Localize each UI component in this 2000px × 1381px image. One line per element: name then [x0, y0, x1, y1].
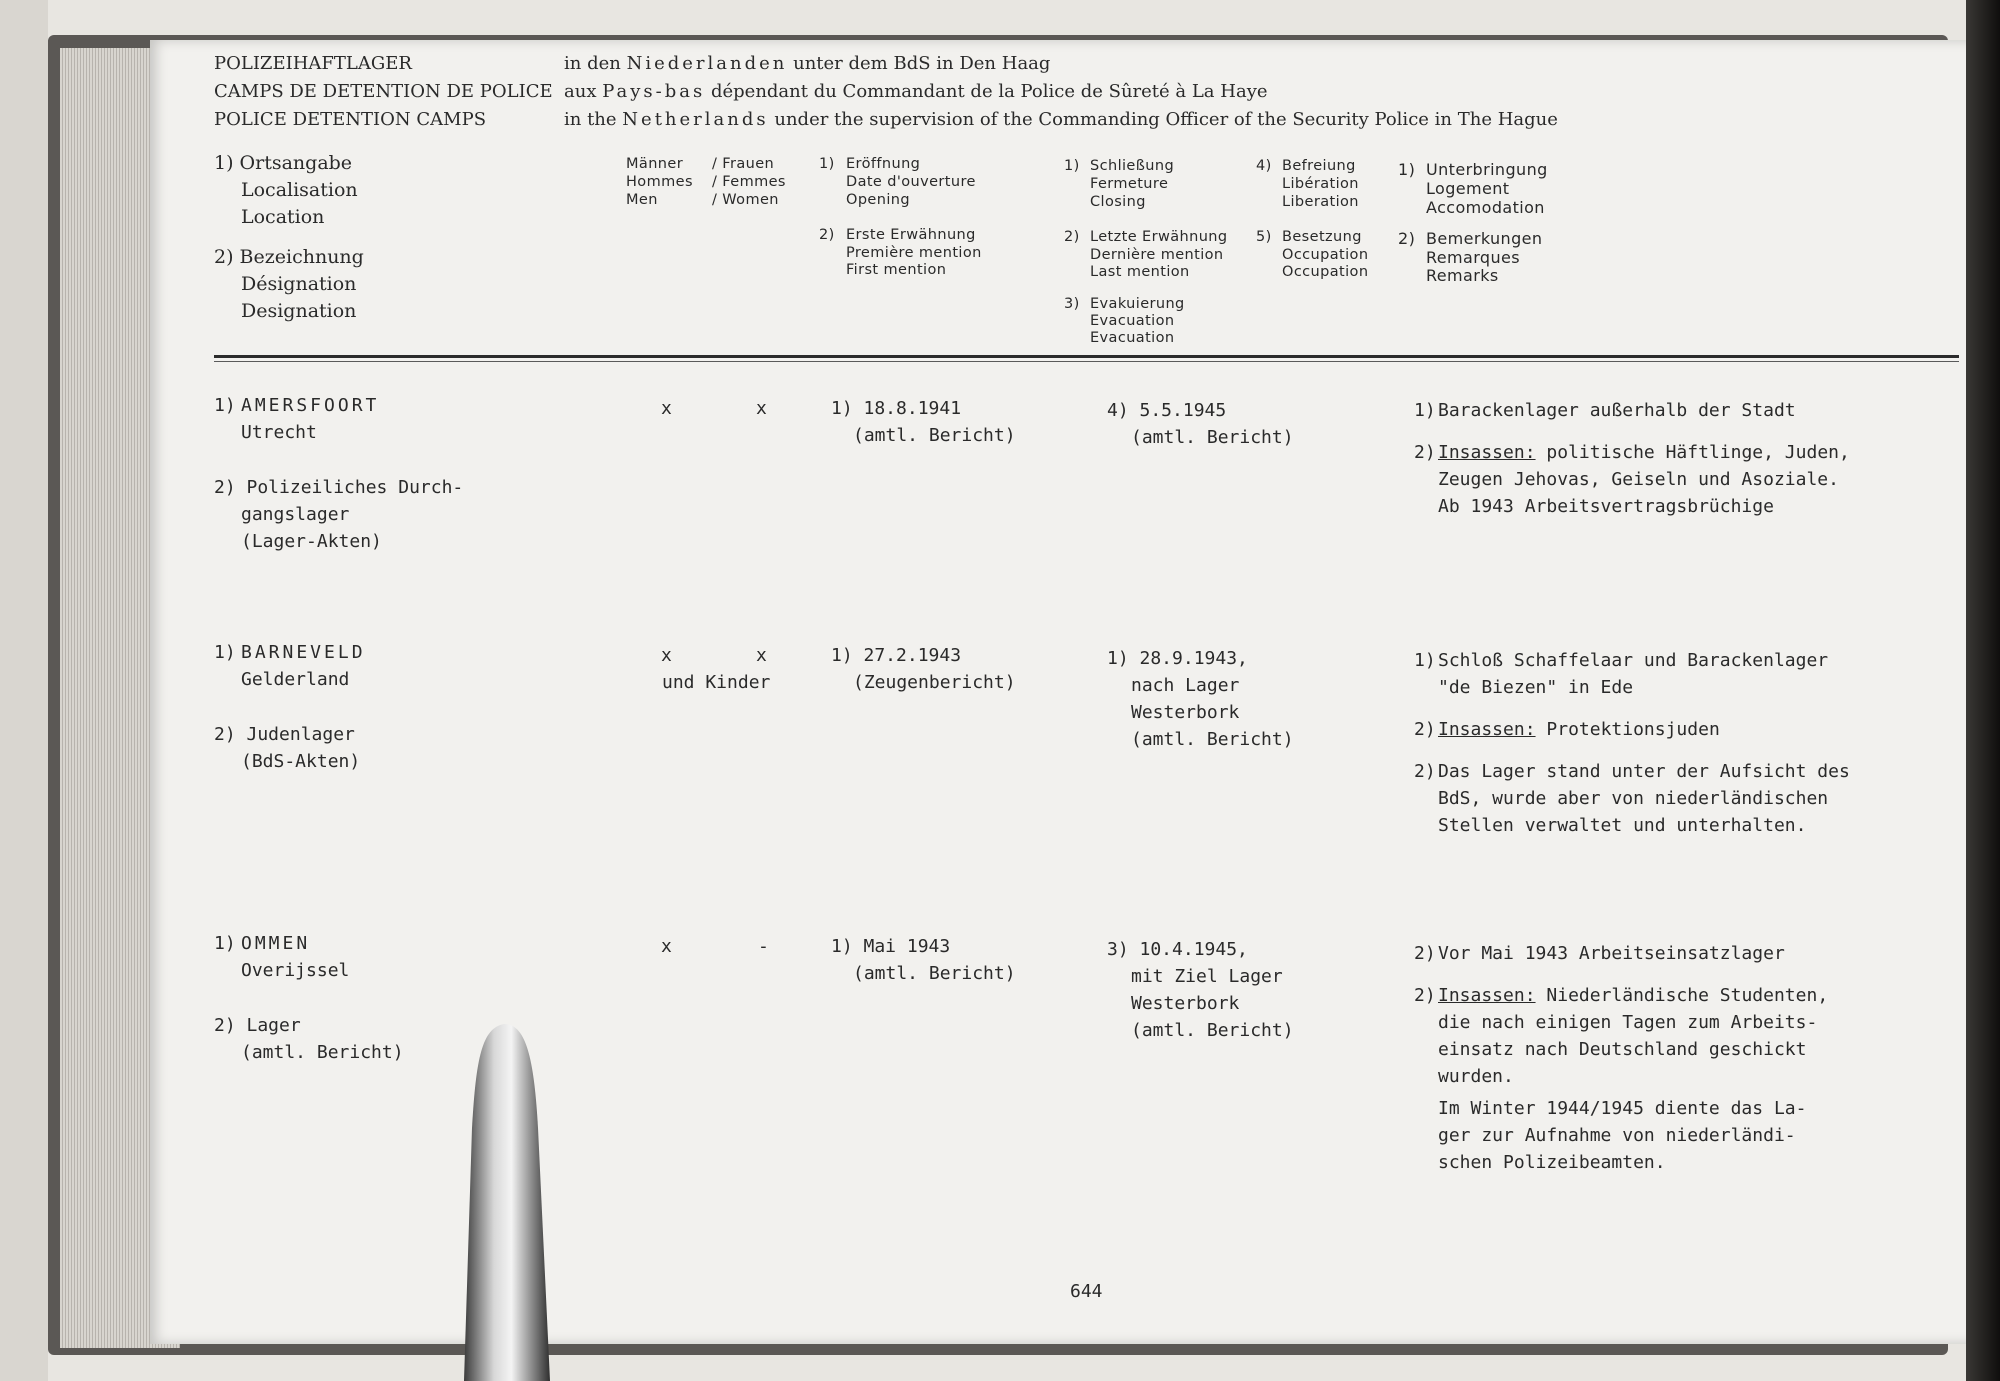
entry-men: x: [661, 645, 672, 666]
legend-men-en: Men: [626, 192, 658, 208]
entry-remark-num: 2): [1414, 985, 1436, 1006]
legend-remarks-num: 2): [1398, 229, 1416, 248]
legend-evacuation-en: Evacuation: [1090, 330, 1175, 346]
legend-men-fr: Hommes: [626, 174, 693, 190]
entry-women: -: [758, 936, 769, 957]
legend-closing-de: Schließung: [1090, 158, 1175, 174]
legend-designation-de: 2) Bezeichnung: [214, 246, 364, 268]
legend-evacuation-num: 3): [1064, 296, 1080, 312]
entry-designation-line: (BdS-Akten): [241, 751, 361, 772]
header-desc-fr: [564, 78, 1268, 106]
legend-accommodation-fr: Logement: [1426, 179, 1510, 198]
entry-remark-line: Zeugen Jehovas, Geiseln und Asoziale.: [1438, 469, 1839, 490]
entry-remark-first-line: [1438, 716, 1720, 744]
entry-remark-num: 2): [1414, 943, 1436, 964]
entry-remark-first-line: [1438, 982, 1828, 1010]
entry-designation-line: 2) Judenlager: [214, 724, 355, 745]
legend-accommodation-de: Unterbringung: [1426, 160, 1548, 179]
entry-remark-label: Insassen:: [1438, 985, 1536, 1006]
legend-location-en: Location: [241, 206, 325, 228]
legend-first-mention-num: 2): [819, 227, 835, 243]
entry-place: OMMEN: [241, 933, 311, 954]
legend-evacuation-fr: Evacuation: [1090, 313, 1175, 329]
legend-remarks-fr: Remarques: [1426, 248, 1521, 267]
legend-occupation-en: Occupation: [1282, 264, 1369, 280]
entry-closing-line: 4) 5.5.1945: [1107, 400, 1227, 421]
legend-last-mention-num: 2): [1064, 229, 1080, 245]
legend-last-mention-en: Last mention: [1090, 264, 1190, 280]
entry-designation-line: (Lager-Akten): [241, 531, 382, 552]
entry-closing-line: (amtl. Bericht): [1131, 1020, 1294, 1041]
legend-opening-num: 1): [819, 156, 835, 172]
legend-occupation-de: Besetzung: [1282, 229, 1362, 245]
entry-women-extra: und Kinder: [662, 672, 771, 693]
legend-first-mention-fr: Première mention: [846, 245, 982, 261]
legend-opening-fr: Date d'ouverture: [846, 174, 976, 190]
legend-location-fr: Localisation: [241, 179, 358, 201]
entry-opening-line: (amtl. Bericht): [853, 963, 1016, 984]
entry-remark-line: "de Biezen" in Ede: [1438, 677, 1634, 698]
entry-remark-line: Vor Mai 1943 Arbeitseinsatzlager: [1438, 943, 1785, 964]
entry-place-num: 1): [214, 933, 236, 954]
entry-closing-line: 3) 10.4.1945,: [1107, 939, 1248, 960]
entry-remark-line: politische Häftlinge, Juden,: [1546, 442, 1850, 463]
legend-last-mention-de: Letzte Erwähnung: [1090, 229, 1228, 245]
legend-first-mention-de: Erste Erwähnung: [846, 227, 976, 243]
entry-remark-line: wurden.: [1438, 1066, 1514, 1087]
header-title-en: POLICE DETENTION CAMPS: [214, 109, 487, 130]
legend-closing-en: Closing: [1090, 194, 1146, 210]
entry-province: Gelderland: [241, 669, 350, 690]
entry-closing-line: nach Lager: [1131, 675, 1240, 696]
legend-liberation-fr: Libération: [1282, 176, 1359, 192]
entry-remark-line: schen Polizeibeamten.: [1438, 1152, 1666, 1173]
header-divider-thin: [214, 361, 1959, 362]
entry-men: x: [661, 936, 672, 957]
entry-remark-line: Das Lager stand unter der Aufsicht des: [1438, 761, 1850, 782]
entry-remark-line: ger zur Aufnahme von niederländi-: [1438, 1125, 1796, 1146]
legend-men-de: Männer: [626, 156, 684, 172]
entry-remark-num: 2): [1414, 719, 1436, 740]
header-desc-en-pre: in the: [564, 109, 617, 130]
header-desc-en-country: Netherlands: [622, 109, 769, 130]
entry-closing-line: (amtl. Bericht): [1131, 729, 1294, 750]
entry-opening-line: (Zeugenbericht): [853, 672, 1016, 693]
legend-remarks-de: Bemerkungen: [1426, 229, 1543, 248]
legend-closing-fr: Fermeture: [1090, 176, 1169, 192]
entry-closing-line: 1) 28.9.1943,: [1107, 648, 1248, 669]
entry-remark-first-line: [1438, 439, 1850, 467]
entry-opening-line: 1) Mai 1943: [831, 936, 951, 957]
legend-women-de: / Frauen: [712, 156, 775, 172]
legend-liberation-de: Befreiung: [1282, 158, 1356, 174]
entry-closing-line: Westerbork: [1131, 993, 1240, 1014]
entry-closing-line: mit Ziel Lager: [1131, 966, 1283, 987]
entry-remark-line: die nach einigen Tagen zum Arbeits-: [1438, 1012, 1818, 1033]
entry-designation-line: gangslager: [241, 504, 350, 525]
legend-designation-fr: Désignation: [241, 273, 357, 295]
entry-province: Overijssel: [241, 960, 350, 981]
header-desc-fr-pre: aux: [564, 81, 597, 102]
entry-place-num: 1): [214, 395, 236, 416]
header-title-de: POLIZEIHAFTLAGER: [214, 53, 412, 74]
legend-accommodation-en: Accomodation: [1426, 198, 1545, 217]
header-divider: [214, 355, 1959, 358]
legend-closing-num: 1): [1064, 158, 1080, 174]
legend-designation-en: Designation: [241, 300, 357, 322]
header-desc-de: [564, 50, 1050, 78]
header-desc-en-post: under the supervision of the Commanding Officer of the Security Police in The Hague: [774, 109, 1558, 130]
entry-remark-line: Schloß Schaffelaar und Barackenlager: [1438, 650, 1829, 671]
legend-last-mention-fr: Dernière mention: [1090, 247, 1224, 263]
entry-opening-line: 1) 18.8.1941: [831, 398, 962, 419]
pen-tip: [460, 1018, 552, 1381]
entry-remark-line: einsatz nach Deutschland geschickt: [1438, 1039, 1807, 1060]
entry-remark-num: 1): [1414, 650, 1436, 671]
entry-place: BARNEVELD: [241, 642, 366, 663]
entry-closing-line: Westerbork: [1131, 702, 1240, 723]
legend-women-fr: / Femmes: [712, 174, 786, 190]
entry-opening-line: (amtl. Bericht): [853, 425, 1016, 446]
entry-remark-line: Barackenlager außerhalb der Stadt: [1438, 400, 1796, 421]
entry-remark-line: Im Winter 1944/1945 diente das La-: [1438, 1098, 1807, 1119]
legend-occupation-fr: Occupation: [1282, 247, 1369, 263]
entry-remark-line: BdS, wurde aber von niederländischen: [1438, 788, 1829, 809]
entry-remark-num: 1): [1414, 400, 1436, 421]
legend-opening-en: Opening: [846, 192, 910, 208]
header-desc-en: [564, 106, 1558, 134]
header-desc-fr-country: Pays-bas: [602, 81, 706, 102]
entry-designation-line: (amtl. Bericht): [241, 1042, 404, 1063]
entry-women: x: [756, 645, 767, 666]
header-desc-fr-post: dépendant du Commandant de la Police de Sûreté à La Haye: [710, 81, 1268, 102]
entry-province: Utrecht: [241, 422, 317, 443]
legend-accommodation-num: 1): [1398, 160, 1416, 179]
entry-remark-label: Insassen:: [1438, 442, 1536, 463]
legend-opening-de: Eröffnung: [846, 156, 921, 172]
legend-liberation-en: Liberation: [1282, 194, 1359, 210]
entry-remark-line: Protektionsjuden: [1546, 719, 1720, 740]
header-desc-de-country: Niederlanden: [626, 53, 788, 74]
entry-closing-line: (amtl. Bericht): [1131, 427, 1294, 448]
background: [0, 0, 48, 1381]
legend-evacuation-de: Evakuierung: [1090, 296, 1185, 312]
legend-first-mention-en: First mention: [846, 262, 947, 278]
legend-women-en: / Women: [712, 192, 779, 208]
entry-remark-line: Stellen verwaltet und unterhalten.: [1438, 815, 1807, 836]
legend-occupation-num: 5): [1256, 229, 1272, 245]
entry-men: x: [661, 398, 672, 419]
gutter-shadow: [1966, 0, 2000, 1381]
legend-liberation-num: 4): [1256, 158, 1272, 174]
page-number: 644: [1070, 1281, 1103, 1302]
entry-place: AMERSFOORT: [241, 395, 380, 416]
entry-designation-line: 2) Polizeiliches Durch-: [214, 477, 464, 498]
entry-designation-line: 2) Lager: [214, 1015, 301, 1036]
legend-remarks-en: Remarks: [1426, 266, 1499, 285]
entry-women: x: [756, 398, 767, 419]
entry-remark-line: Niederländische Studenten,: [1546, 985, 1829, 1006]
entry-remark-label: Insassen:: [1438, 719, 1536, 740]
entry-remark-line: Ab 1943 Arbeitsvertragsbrüchige: [1438, 496, 1774, 517]
entry-remark-num: 2): [1414, 761, 1436, 782]
header-desc-de-pre: in den: [564, 53, 621, 74]
entry-place-num: 1): [214, 642, 236, 663]
legend-location-de: 1) Ortsangabe: [214, 152, 353, 174]
header-desc-de-post: unter dem BdS in Den Haag: [793, 53, 1051, 74]
header-title-fr: CAMPS DE DETENTION DE POLICE: [214, 81, 553, 102]
entry-opening-line: 1) 27.2.1943: [831, 645, 962, 666]
entry-remark-num: 2): [1414, 442, 1436, 463]
